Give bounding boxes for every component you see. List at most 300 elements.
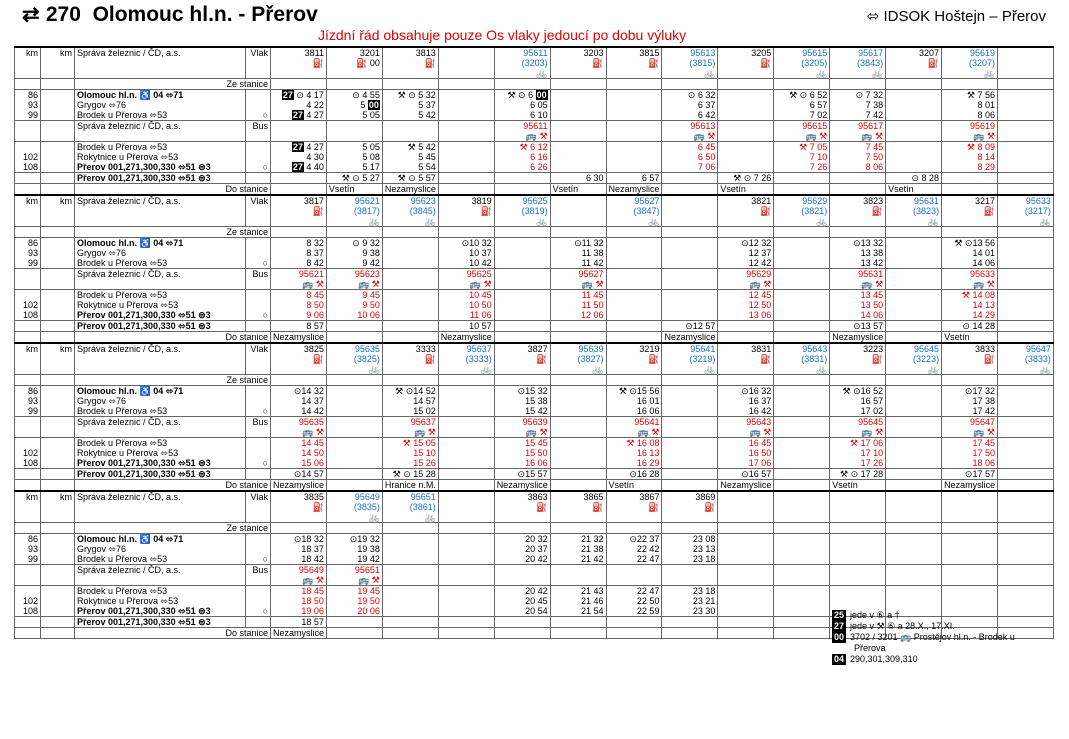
cell (41, 375, 75, 386)
train-number: 3821 ⛽ (718, 195, 774, 227)
bus-replacement: 95627 🚌 ⚒ (550, 269, 606, 290)
perov-time: ⚒ ⊙ 5 27 (326, 173, 382, 184)
cell (41, 142, 75, 173)
operator-label: Správa železnic / ČD, a.s. (75, 269, 246, 290)
cell (271, 523, 327, 534)
bus-replacement (382, 269, 438, 290)
cell (886, 375, 942, 386)
destination: Nezamyslice (662, 332, 718, 344)
perov-time (718, 617, 774, 628)
train-number (550, 195, 606, 227)
perov-time: ⚒ ⊙ 7 26 (718, 173, 774, 184)
closure-notice: Jízdní řád obsahuje pouze Os vlaky jedoucí po dobu výluky (318, 27, 687, 43)
train-header-row (15, 343, 1054, 375)
departure-times (886, 90, 942, 121)
departure-times: ⊙10 32 10 37 10 42 (438, 238, 494, 269)
km-label: km (41, 491, 75, 523)
train-number (886, 491, 942, 523)
departure-times: ⚒ ⊙ 6 00 6 05 6 10 (494, 90, 550, 121)
cell: ○ (246, 142, 271, 173)
cell (550, 227, 606, 238)
do-stanice-row (15, 184, 1054, 196)
cell (41, 617, 75, 628)
departure-times: 27 ⊙ 4 17 4 22 27 4 27 (271, 90, 327, 121)
train-number: 3333 ⛽ (382, 343, 438, 375)
perov-time: ⊙14 57 (271, 469, 327, 480)
km: 86 93 99 (15, 386, 41, 417)
destination: Hranice n.M. (382, 480, 438, 492)
destination (438, 480, 494, 492)
departure-times: ⚒ ⊙ 6 52 6 57 7 02 (774, 90, 830, 121)
bus-replacement (271, 121, 327, 142)
destination: Vsetín (886, 184, 942, 196)
arrival-times (438, 586, 494, 617)
train-number: 95619 (3207) 🚲 (942, 47, 998, 79)
train-number: 95629 (3821) 🚲 (774, 195, 830, 227)
arrival-times (606, 142, 662, 173)
perov-time (382, 321, 438, 332)
cell (997, 523, 1053, 534)
arrival-times: 17 45 17 50 18 06 (942, 438, 998, 469)
departure-times (774, 534, 830, 565)
bus-replacement: 95637 🚌 ⚒ (382, 417, 438, 438)
bus-replacement (886, 417, 942, 438)
departure-times: ⊙16 32 16 37 16 42 (718, 386, 774, 417)
bus-replacement (326, 417, 382, 438)
perov-time: ⚒ ⊙ 15 28 (382, 469, 438, 480)
cell (886, 523, 942, 534)
vlak-label: Vlak (246, 47, 271, 79)
train-number (438, 491, 494, 523)
bus-replacement (774, 565, 830, 586)
train-number: 3865 ⛽ (550, 491, 606, 523)
train-number (830, 491, 886, 523)
departure-times (606, 238, 662, 269)
ze-stanice-label: Ze stanice (75, 227, 271, 238)
perov-time (438, 469, 494, 480)
bus-replacement (382, 121, 438, 142)
train-number (438, 47, 494, 79)
departure-times (997, 90, 1053, 121)
destination (997, 480, 1053, 492)
cell: ○ (246, 534, 271, 565)
cell (326, 227, 382, 238)
bus-row (15, 121, 1054, 142)
departure-rows (15, 90, 1054, 121)
do-stanice-label: Do stanice (75, 332, 271, 344)
bus-replacement (774, 269, 830, 290)
bus-replacement (494, 269, 550, 290)
cell: ○ (246, 238, 271, 269)
departure-times (942, 534, 998, 565)
departure-times (550, 90, 606, 121)
perov-time (662, 617, 718, 628)
arrival-times: ⚒ 14 08 14 13 14 29 (942, 290, 998, 321)
legend-item: 25 jede v ⑥ a † (834, 610, 900, 620)
bus-replacement: 95631 🚌 ⚒ (830, 269, 886, 290)
train-number: 3219 ⛽ (606, 343, 662, 375)
region-label: ⬄ IDSOK Hoštejn – Přerov (866, 8, 1046, 25)
departure-times (886, 238, 942, 269)
bus-row (15, 565, 1054, 586)
cell (15, 227, 41, 238)
departure-times: ⊙15 32 15 38 15 42 (494, 386, 550, 417)
departure-times (606, 90, 662, 121)
cell (830, 79, 886, 90)
km-label: km (41, 195, 75, 227)
km: 86 93 99 (15, 238, 41, 269)
perov-time: 10 57 (438, 321, 494, 332)
destination (662, 480, 718, 492)
departure-times: ⚒ 7 56 8 01 8 06 (942, 90, 998, 121)
perov-label: Přerov 001,271,300,330 ⬄51 ⊜3 (75, 321, 246, 332)
perov-time (606, 321, 662, 332)
arrival-times (774, 586, 830, 617)
destination: Vsetín (326, 184, 382, 196)
perov-label: Přerov 001,271,300,330 ⬄51 ⊜3 (75, 173, 246, 184)
cell (41, 332, 75, 344)
cell (15, 321, 41, 332)
destination (774, 628, 830, 639)
train-number: 95641 (3219) 🚲 (662, 343, 718, 375)
bus-replacement (662, 269, 718, 290)
ze-stanice-row (15, 79, 1054, 90)
cell (15, 523, 41, 534)
cell (246, 469, 271, 480)
cell (15, 417, 41, 438)
train-number: 3867 ⛽ (606, 491, 662, 523)
cell (326, 79, 382, 90)
bus-replacement (326, 121, 382, 142)
arrival-times (997, 290, 1053, 321)
station-names: Brodek u Přerova ⬄53 Rokytnice u Přerova ⬄53 Přerov 001,271,300,330 ⬄51 ⊜3 (75, 586, 246, 617)
arrival-times: 16 45 16 50 17 06 (718, 438, 774, 469)
train-header-row (15, 47, 1054, 79)
km: 102 108 (15, 142, 41, 173)
perov-time: 18 57 (271, 617, 327, 628)
km: 86 93 99 (15, 534, 41, 565)
arrival-times: 22 47 22 50 22 59 (606, 586, 662, 617)
train-header-row (15, 491, 1054, 523)
cell (41, 184, 75, 196)
destination (830, 184, 886, 196)
perov-time (942, 173, 998, 184)
departure-times: ⚒ ⊙13 56 14 01 14 06 (942, 238, 998, 269)
cell (606, 227, 662, 238)
departure-times (494, 238, 550, 269)
perov-time: 8 57 (271, 321, 327, 332)
destination: Nezamyslice (271, 332, 327, 344)
arrival-times (382, 586, 438, 617)
bus-replacement (606, 269, 662, 290)
train-number: 3835 ⛽ (271, 491, 327, 523)
cell (15, 332, 41, 344)
timetable (14, 46, 1054, 639)
arrival-times (886, 142, 942, 173)
perov-time (886, 469, 942, 480)
perov-time (382, 617, 438, 628)
ze-stanice-label: Ze stanice (75, 79, 271, 90)
cell (41, 523, 75, 534)
train-number: 95631 (3823) 🚲 (886, 195, 942, 227)
cell (438, 523, 494, 534)
train-number (997, 491, 1053, 523)
cell (438, 79, 494, 90)
perov-time (271, 173, 327, 184)
departure-times: ⊙ 7 32 7 38 7 42 (830, 90, 886, 121)
legend-item: 04 290,301,309,310 (834, 654, 918, 664)
perov-row (15, 173, 1054, 184)
cell (718, 79, 774, 90)
cell (438, 227, 494, 238)
perov-time (606, 617, 662, 628)
bus-replacement (438, 121, 494, 142)
route-title: Olomouc hl.n. - Přerov (92, 3, 318, 26)
cell (774, 227, 830, 238)
cell (41, 90, 75, 121)
departure-times (886, 386, 942, 417)
arrival-times (997, 438, 1053, 469)
bus-replacement (942, 565, 998, 586)
arrival-times (382, 290, 438, 321)
station-names: Olomouc hl.n. ♿ 04 ⬄71 Grygov ⬄76 Brodek u Přerova ⬄53 (75, 238, 246, 269)
cell (438, 375, 494, 386)
cell (15, 121, 41, 142)
departure-times (718, 90, 774, 121)
perov-time (494, 321, 550, 332)
bus-replacement: 95645 🚌 ⚒ (830, 417, 886, 438)
departure-times (438, 386, 494, 417)
departure-times (997, 386, 1053, 417)
cell (382, 227, 438, 238)
cell (41, 586, 75, 617)
perov-time (494, 173, 550, 184)
train-number: 3817 ⛽ (271, 195, 327, 227)
train-header-row (15, 195, 1054, 227)
cell (271, 227, 327, 238)
bus-row (15, 269, 1054, 290)
arrival-times: 8 45 8 50 9 06 (271, 290, 327, 321)
departure-times (830, 534, 886, 565)
arrival-times: 9 45 9 50 10 06 (326, 290, 382, 321)
destination (662, 184, 718, 196)
departure-times: ⚒ ⊙16 52 16 57 17 02 (830, 386, 886, 417)
bus-replacement: 95621 🚌 ⚒ (271, 269, 327, 290)
train-number: 3827 ⛽ (494, 343, 550, 375)
train-number: 3223 ⛽ (830, 343, 886, 375)
cell (41, 290, 75, 321)
bus-replacement (550, 121, 606, 142)
bus-label: Bus (246, 121, 271, 142)
destination: Vsetín (606, 480, 662, 492)
do-stanice-label: Do stanice (75, 184, 271, 196)
bus-label: Bus (246, 565, 271, 586)
cell (246, 321, 271, 332)
legend-item: Přerova (854, 643, 886, 653)
train-number: 95639 (3827) 🚲 (550, 343, 606, 375)
bus-replacement: 95617 🚌 ⚒ (830, 121, 886, 142)
perov-time: ⊙16 57 (718, 469, 774, 480)
perov-time (886, 321, 942, 332)
bus-replacement: 95613 🚌 ⚒ (662, 121, 718, 142)
train-number: 95613 (3815) 🚲 (662, 47, 718, 79)
vlak-label: Vlak (246, 491, 271, 523)
cell (41, 238, 75, 269)
train-number: 95643 (3831) 🚲 (774, 343, 830, 375)
bus-replacement (550, 565, 606, 586)
departure-rows (15, 238, 1054, 269)
train-number: 95625 (3819) 🚲 (494, 195, 550, 227)
perov-time (550, 469, 606, 480)
cell (718, 227, 774, 238)
arrival-times: 7 45 7 50 8 06 (830, 142, 886, 173)
departure-times: 23 08 23 13 23 18 (662, 534, 718, 565)
bus-replacement (662, 565, 718, 586)
destination (886, 332, 942, 344)
arrival-times (550, 142, 606, 173)
departure-times (886, 534, 942, 565)
destination: Nezamyslice (271, 480, 327, 492)
arrival-times: ⚒ 5 42 5 45 5 54 (382, 142, 438, 173)
destination (550, 480, 606, 492)
destination (494, 628, 550, 639)
destination (494, 332, 550, 344)
cell (942, 375, 998, 386)
destination (271, 184, 327, 196)
cell (15, 617, 41, 628)
do-stanice-label: Do stanice (75, 628, 271, 639)
destination (997, 184, 1053, 196)
departure-times: ⊙11 32 11 38 11 42 (550, 238, 606, 269)
departure-times (438, 534, 494, 565)
arrival-times: 6 45 6 50 7 06 (662, 142, 718, 173)
perov-time (997, 173, 1053, 184)
destination: Nezamyslice (494, 480, 550, 492)
cell (382, 79, 438, 90)
perov-time: ⊙ 14 28 (942, 321, 998, 332)
bus-replacement: 95649 🚌 ⚒ (271, 565, 327, 586)
train-number: 95635 (3825) 🚲 (326, 343, 382, 375)
arrival-times: 19 45 19 50 20 06 (326, 586, 382, 617)
cell (662, 375, 718, 386)
cell (41, 79, 75, 90)
train-number: 3815 ⛽ (606, 47, 662, 79)
departure-times (326, 386, 382, 417)
departure-times (550, 386, 606, 417)
departure-times: ⊙18 32 18 37 18 42 (271, 534, 327, 565)
arrival-times (438, 438, 494, 469)
destination: Nezamyslice (271, 628, 327, 639)
destination (997, 332, 1053, 344)
cell (494, 227, 550, 238)
cell (830, 523, 886, 534)
cell (15, 480, 41, 492)
train-number: 3205 ⛽ (718, 47, 774, 79)
destination: Nezamyslice (438, 332, 494, 344)
cell (606, 523, 662, 534)
cell (942, 523, 998, 534)
destination: Vsetín (718, 184, 774, 196)
km-label: km (15, 47, 41, 79)
arrival-rows (15, 142, 1054, 173)
departure-times (718, 534, 774, 565)
cell (326, 523, 382, 534)
departure-times (662, 386, 718, 417)
cell (15, 628, 41, 639)
cell (942, 79, 998, 90)
destination (718, 332, 774, 344)
cell (15, 79, 41, 90)
perov-time: ⚒ ⊙ 17 28 (830, 469, 886, 480)
cell (774, 79, 830, 90)
destination: Nezamyslice (942, 480, 998, 492)
ze-stanice-row (15, 375, 1054, 386)
km-label: km (15, 195, 41, 227)
destination (382, 332, 438, 344)
cell (41, 469, 75, 480)
perov-time: ⚒ ⊙ 5 57 (382, 173, 438, 184)
departure-times: ⊙22 37 22 42 22 47 (606, 534, 662, 565)
cell (15, 173, 41, 184)
cell (382, 375, 438, 386)
bus-replacement (997, 565, 1053, 586)
bus-replacement: 95625 🚌 ⚒ (438, 269, 494, 290)
bus-replacement (606, 121, 662, 142)
cell (774, 523, 830, 534)
train-number (997, 47, 1053, 79)
km-label: km (15, 491, 41, 523)
bus-replacement (550, 417, 606, 438)
perov-time (326, 321, 382, 332)
perov-row (15, 469, 1054, 480)
perov-time: ⊙15 57 (494, 469, 550, 480)
departure-times (382, 534, 438, 565)
bus-replacement: 95611 🚌 ⚒ (494, 121, 550, 142)
cell: ○ (246, 438, 271, 469)
perov-time: ⊙16 28 (606, 469, 662, 480)
station-names: Brodek u Přerova ⬄53 Rokytnice u Přerova ⬄53 Přerov 001,271,300,330 ⬄51 ⊜3 (75, 290, 246, 321)
cell (41, 480, 75, 492)
perov-time (438, 173, 494, 184)
operator-label: Správa železnic / ČD, a.s. (75, 47, 246, 79)
bus-replacement: 95619 🚌 ⚒ (942, 121, 998, 142)
departure-times (774, 238, 830, 269)
departure-times: 8 32 8 37 8 42 (271, 238, 327, 269)
cell (997, 375, 1053, 386)
railway-icon: ⇄ (22, 3, 40, 26)
arrival-times (550, 438, 606, 469)
bus-replacement: 95615 🚌 ⚒ (774, 121, 830, 142)
train-number: 95645 (3223) 🚲 (886, 343, 942, 375)
train-number: 3831 ⛽ (718, 343, 774, 375)
train-number: 3207 ⛽ (886, 47, 942, 79)
departure-times: ⊙19 32 19 38 19 42 (326, 534, 382, 565)
destination: Vsetín (550, 184, 606, 196)
cell (830, 227, 886, 238)
perov-time (774, 173, 830, 184)
destination (662, 628, 718, 639)
train-number: 95647 (3833) 🚲 (997, 343, 1053, 375)
train-number: 3825 ⛽ (271, 343, 327, 375)
ze-stanice-row (15, 227, 1054, 238)
destination (438, 184, 494, 196)
perov-time (662, 173, 718, 184)
operator-label: Správa železnic / ČD, a.s. (75, 121, 246, 142)
legend (832, 610, 1052, 665)
arrival-times: ⚒ 15 05 15 10 15 26 (382, 438, 438, 469)
arrival-times (662, 290, 718, 321)
perov-time (550, 617, 606, 628)
